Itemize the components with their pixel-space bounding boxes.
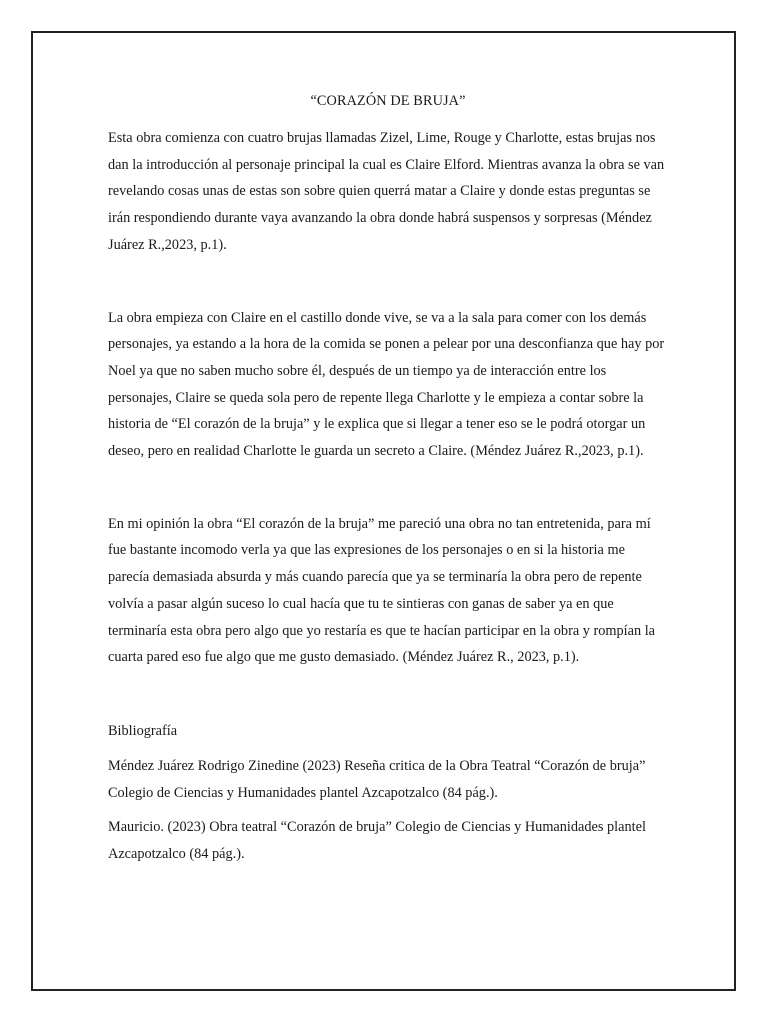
document-content [108,91,668,876]
paragraph-opinion: En mi opinión la obra “El corazón de la bruja” me pareció una obra no tan entretenida, para mí fue bastante incomodo verla ya que las expresiones de los personajes o en si la historia me parecía demasiada absurda y más cuando parecía que ya se terminaría la obra pero de repente volvía a pasar algún suceso lo cual hacía que tu te sintieras con ganas de saber ya en que terminaría esta obra pero algo que yo restaría es que te hacían participar en la obra y rompían la cuarta pared eso fue algo que me gusto demasiado. (Méndez Juárez R., 2023, p.1). [108,515,656,666]
bibliography-heading: Bibliografía [108,722,178,739]
bibliography-entry: Méndez Juárez Rodrigo Zinedine (2023) Reseña critica de la Obra Teatral “Corazón de bruja” Colegio de Ciencias y Humanidades plantel Azcapotzalco (84 pág.). [108,757,646,801]
paragraph-introduction: Esta obra comienza con cuatro brujas llamadas Zizel, Lime, Rouge y Charlotte, estas brujas nos dan la introducción al personaje principal la cual es Claire Elford. Mientras avanza la obra se van revelando cosas unas de estas son sobre quien querrá matar a Claire y donde estas preguntas se irán respondiendo durante vaya avanzando la obra donde habrá suspensos y sorpresas (Méndez Juárez R.,2023, p.1). [108,130,665,253]
bibliography-entry: Mauricio. (2023) Obra teatral “Corazón de bruja” Colegio de Ciencias y Humanidades plantel Azcapotzalco (84 pág.). [108,819,646,863]
document-title: “CORAZÓN DE BRUJA” [310,93,466,109]
document-page [31,31,736,991]
paragraph-summary: La obra empieza con Claire en el castillo donde vive, se va a la sala para comer con los demás personajes, ya estando a la hora de la comida se ponen a pelear por una desconfianza que hay por Noel ya que no saben mucho sobre él, después de un tiempo ya de interacción entre los personajes, Claire se queda sola pero de repente llega Charlotte y le empieza a contar sobre la historia de “El corazón de la bruja” y le explica que si llegar a tener eso se le podrá otorgar un deseo, pero en realidad Charlotte le guarda un secreto a Claire. (Méndez Juárez R.,2023, p.1). [108,309,665,460]
